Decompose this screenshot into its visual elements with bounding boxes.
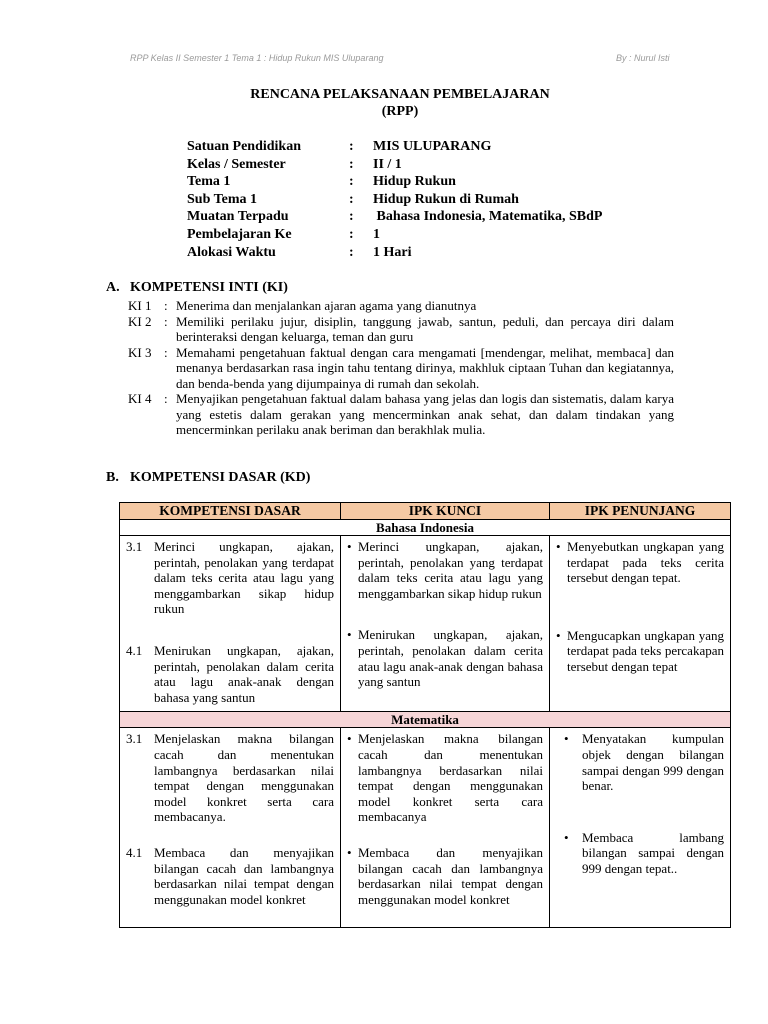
list-item <box>347 627 543 689</box>
section-title: KOMPETENSI DASAR (KD) <box>130 470 311 485</box>
ki-code: KI 4 <box>128 391 152 406</box>
header-author-text: By : Nurul Isti <box>616 53 670 63</box>
document-subtitle: (RPP) <box>381 104 419 119</box>
section-heading-kd <box>106 470 310 486</box>
ipk-text: Merinci ungkapan, ajakan, perintah, penolakan yang terdapat dalam teks cerita atau lagu yang menggambarkan sikap hidup rukun <box>358 539 543 601</box>
ki-colon: : <box>164 298 168 313</box>
column-header-kompetensi-dasar: KOMPETENSI DASAR <box>120 503 341 520</box>
info-value: II / 1 <box>373 156 402 172</box>
list-item <box>347 539 543 601</box>
kd-number: 3.1 <box>126 539 143 554</box>
ipk-text: Membaca dan menyajikan bilangan cacah dan lambangnya berdasarkan nilai tempat dengan menggunakan model konkret <box>358 844 543 907</box>
bullet-icon: • <box>556 627 561 643</box>
section-letter: A. <box>106 280 120 295</box>
document-title: RENCANA PELAKSANAAN PEMBELAJARAN <box>250 87 550 102</box>
ki-code: KI 3 <box>128 344 152 360</box>
bullet-icon: • <box>347 539 352 554</box>
ki-colon: : <box>164 344 168 360</box>
ipk-text: Menirukan ungkapan, ajakan, perintah, penolakan dalam cerita atau lagu anak-anak dengan bahasa yang santun <box>358 627 543 690</box>
kd-number: 4.1 <box>126 844 143 860</box>
kd-item <box>126 845 334 907</box>
info-label: Muatan Terpadu <box>187 209 289 225</box>
kd-text: Menjelaskan makna bilangan cacah dan menentukan lambangnya berdasarkan nilai tempat dengan menggunakan model konkret serta cara membacanya. <box>154 731 334 825</box>
ki-code: KI 1 <box>128 298 152 313</box>
ipk-text: Mengucapkan ungkapan yang terdapat pada teks percakapan tersebut dengan tepat <box>567 627 724 674</box>
info-colon: : <box>349 191 354 207</box>
kd-item <box>126 643 334 705</box>
list-item <box>556 628 724 675</box>
ki-text: Menyajikan pengetahuan faktual dalam bahasa yang jelas dan logis dan sistematis, dalam karya yang estetis dalam gerakan yang mencerminkan anak sehat, dan dalam tindakan yang mencerminkan perilaku anak beriman dan berakhlak mulia. <box>176 391 674 437</box>
table-row <box>120 536 731 712</box>
ipk-penunjang-cell <box>550 536 731 712</box>
info-label: Sub Tema 1 <box>187 191 258 207</box>
list-item <box>347 731 543 825</box>
ki-code: KI 2 <box>128 313 152 329</box>
kd-table <box>119 502 731 928</box>
ki-colon: : <box>164 313 168 329</box>
info-label: Satuan Pendidikan <box>187 139 301 154</box>
column-header-ipk-penunjang: IPK PENUNJANG <box>550 503 731 520</box>
info-colon: : <box>349 226 354 242</box>
ki-item <box>128 345 674 392</box>
list-item <box>556 539 724 586</box>
section-heading-ki <box>106 280 288 296</box>
info-colon: : <box>349 244 354 260</box>
info-value: Hidup Rukun <box>373 174 456 190</box>
info-label: Alokasi Waktu <box>187 244 276 260</box>
bullet-icon: • <box>347 627 352 643</box>
info-label: Tema 1 <box>187 174 231 190</box>
section-title: KOMPETENSI INTI (KI) <box>130 280 288 295</box>
info-value: 1 Hari <box>373 244 412 260</box>
subject-label: Bahasa Indonesia <box>120 520 731 536</box>
kd-text: Membaca dan menyajikan bilangan cacah dan lambangnya berdasarkan nilai tempat dengan menggunakan model konkret <box>154 844 334 907</box>
section-letter: B. <box>106 470 119 485</box>
info-label: Pembelajaran Ke <box>187 226 292 242</box>
info-value: MIS ULUPARANG <box>373 139 492 154</box>
ipk-text: Membaca lambang bilangan sampai dengan 999 dengan tepat.. <box>582 829 724 876</box>
table-row <box>120 728 731 928</box>
kd-table-header-row <box>120 503 731 520</box>
kd-number: 3.1 <box>126 731 143 747</box>
info-colon: : <box>349 139 354 154</box>
bullet-icon: • <box>347 731 352 747</box>
subject-row-matematika <box>120 712 731 728</box>
ki-item <box>128 314 674 345</box>
ipk-penunjang-cell <box>550 728 731 928</box>
ki-item <box>128 298 674 314</box>
ipk-text: Menjelaskan makna bilangan cacah dan menentukan lambangnya berdasarkan nilai tempat dengan menggunakan model konkret serta cara membacanya <box>358 731 543 825</box>
subject-label: Matematika <box>120 712 731 728</box>
kd-text: Merinci ungkapan, ajakan, perintah, penolakan yang terdapat dalam teks cerita atau lagu yang menggambarkan sikap hidup rukun <box>154 539 334 617</box>
ipk-kunci-cell <box>341 536 550 712</box>
info-colon: : <box>349 174 354 190</box>
info-label: Kelas / Semester <box>187 156 286 172</box>
bullet-icon: • <box>564 731 569 747</box>
kd-item <box>126 539 334 617</box>
info-value: Bahasa Indonesia, Matematika, SBdP <box>373 209 603 225</box>
ki-colon: : <box>164 391 168 406</box>
kd-item <box>126 731 334 825</box>
list-item <box>347 845 543 907</box>
list-item <box>556 830 724 877</box>
kd-cell <box>120 536 341 712</box>
subject-row-bahasa-indonesia <box>120 520 731 536</box>
bullet-icon: • <box>556 539 561 554</box>
ki-list <box>128 298 674 438</box>
column-header-ipk-kunci: IPK KUNCI <box>341 503 550 520</box>
info-colon: : <box>349 156 354 172</box>
list-item <box>556 731 724 793</box>
kd-text: Menirukan ungkapan, ajakan, perintah, penolakan dalam cerita atau lagu anak-anak dengan bahasa yang santun <box>154 642 334 705</box>
header-left-text: RPP Kelas II Semester 1 Tema 1 : Hidup Rukun MIS Uluparang <box>130 53 384 63</box>
bullet-icon: • <box>564 829 569 845</box>
kd-cell <box>120 728 341 928</box>
bullet-icon: • <box>347 844 352 860</box>
ki-text: Memiliki perilaku jujur, disiplin, tanggung jawab, santun, peduli, dan percaya diri dalam berinteraksi dengan keluarga, teman dan guru <box>176 313 674 344</box>
ki-text: Menerima dan menjalankan ajaran agama yang dianutnya <box>176 298 477 313</box>
info-value: 1 <box>373 226 380 242</box>
ipk-kunci-cell <box>341 728 550 928</box>
info-value: Hidup Rukun di Rumah <box>373 191 519 207</box>
ipk-text: Menyebutkan ungkapan yang terdapat pada teks cerita tersebut dengan tepat. <box>567 539 724 586</box>
info-colon: : <box>349 209 354 225</box>
ipk-text: Menyatakan kumpulan objek dengan bilangan sampai dengan 999 dengan benar. <box>582 731 724 794</box>
kd-number: 4.1 <box>126 642 143 658</box>
ki-text: Memahami pengetahuan faktual dengan cara mengamati [mendengar, melihat, membaca] dan menanya berdasarkan rasa ingin tahu tentang dirinya, makhluk ciptaan Tuhan dan kegiatannya, dan benda-benda yang dijumpainya di rumah dan sekolah. <box>176 344 674 391</box>
ki-item <box>128 391 674 438</box>
